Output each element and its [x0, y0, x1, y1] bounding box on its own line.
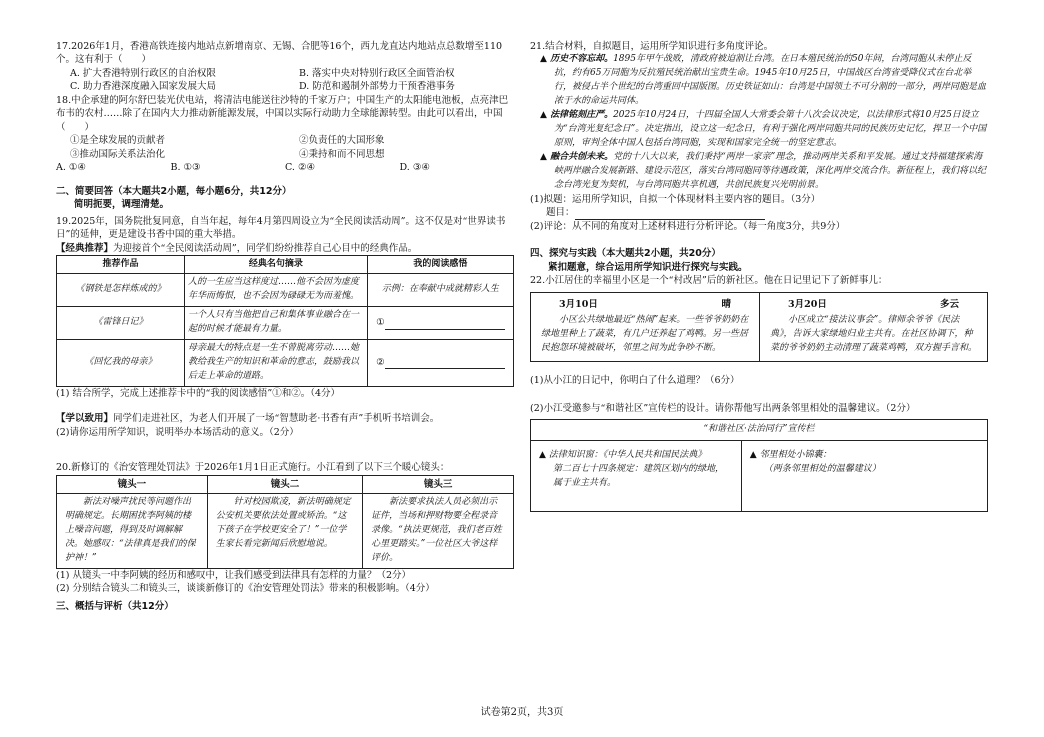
table-header: 经典名句摘录: [184, 256, 367, 274]
table-cell-work: 《雷锋日记》: [57, 306, 185, 339]
board-left-head-text: 法律知识窗：《中华人民共和国民法典》: [548, 449, 707, 460]
table-cell-quote: 一个人只有当他把自己和集体事业融合在一起的时候才能最有力量。: [184, 306, 367, 339]
board-right-text: （两条邻里相处的温馨建议）: [763, 463, 881, 474]
q21-bullet-head: 融合共创未来。: [550, 152, 614, 163]
reading-table: [56, 255, 514, 386]
table-cell-feeling: [367, 339, 513, 386]
answer-marker-2: ②: [376, 356, 385, 368]
q19-intro: [56, 242, 514, 255]
q21-sub2: (2)评论：从不同的角度对上述材料进行分析评论。（每一角度3分，共9分）: [530, 220, 846, 232]
answer-marker-1: ①: [376, 317, 385, 329]
q17-options: [56, 67, 514, 94]
q20-stem: 20.新修订的《治安管理处罚法》于2026年1月1日正式施行。小江看到了以下三个暖心镜头：: [56, 462, 450, 474]
diary-head: [541, 298, 749, 311]
q21-sub1: (1)拟题：运用所学知识，自拟一个体现材料主要内容的题目。（3分）: [530, 193, 821, 205]
q18-items: [56, 134, 514, 161]
table-row: [57, 339, 514, 386]
diary-date: 3月10日: [559, 298, 598, 310]
q18-option-c[interactable]: C. ②④: [285, 162, 316, 174]
diary-date: 3月20日: [788, 298, 827, 310]
lens-header: 镜头一: [57, 475, 208, 493]
q18-item-1: ①是全球发展的贡献者: [70, 135, 166, 147]
section2-hint: 简明扼要，调理清楚。: [74, 199, 170, 211]
q18-options: [56, 161, 514, 174]
q21-stem: 21.结合材料，自拟题目，运用所学知识进行多角度评论。: [530, 41, 774, 52]
section2-title: 二、简要回答（本大题共2小题，每小题6分，共12分）: [56, 185, 292, 197]
lens-cell: 新法要求执法人员必须出示证件，当场和押财物要全程录音录像。“执法更规范，我们老百姓心里更踏实。”一位社区大爷这样评价。: [363, 494, 514, 569]
table-row: [57, 274, 514, 307]
lens-header: 镜头二: [207, 475, 362, 493]
q19-sub2: (2)请你运用所学知识，说明举办本场活动的意义。（2分）: [56, 426, 299, 438]
q18-item-4: ④秉持和而不同思想: [299, 148, 385, 160]
topic-label: 题目：: [546, 207, 575, 219]
answer-blank-2[interactable]: [385, 359, 505, 369]
q19-study: [56, 412, 514, 425]
lens-cell: 针对校园欺凌，新法明确规定公安机关要依法处置或矫治。“这下孩子在学校更安全了！”一位学生家长看完新闻后欣慰地说。: [207, 494, 362, 569]
q17-option-b[interactable]: B. 落实中央对特别行政区全面管治权: [299, 67, 455, 79]
q21-bullet-text: 1895年甲午战败，清政府被迫割让台湾。在日本殖民统治的50年间，台湾同胞从未停止反抗，约有65万同胞为反抗殖民统治献出宝贵生命。1945年10月25日，中国战区台湾省受降仪式在台北举行，被侵占半个世纪的台湾重回中国版图。历史铁证如山：台湾是中国领土不可分割的一部分，两岸同胞是血浓于水的命运共同体。: [554, 54, 987, 107]
lens-header: 镜头三: [363, 475, 514, 493]
diary-head: [770, 298, 977, 311]
table-row: [57, 494, 514, 569]
q18-item-3: ③推动国际关系法治化: [70, 148, 166, 160]
diary-weather: 晴: [721, 298, 731, 310]
q21-bullet-text: 2025年10月24日，十四届全国人大常委会第十八次会议决定，以法律形式将10月25日设立为“台湾光复纪念日”。决定指出，设立这一纪念日，有利于强化两岸同胞共同的民族历史记忆，捍卫一个中国原则，审判全体中国人包括台湾同胞，实现和国家完全统一的坚定意志。: [554, 110, 987, 149]
topic-blank[interactable]: [575, 210, 765, 220]
q19-intro-text: 为迎接首个“全民阅读活动周”，同学们纷纷推荐自己心目中的经典作品。: [113, 242, 418, 254]
q18-item-2: ②负责任的大国形象: [299, 135, 385, 147]
diary-entry: [759, 293, 987, 361]
q21-bullet: ▲ 法律铭刻庄严。2025年10月24日，十四届全国人大常委会第十八次会议决定，以法律形式将10月25日设立为“台湾光复纪念日”。决定指出，设立这一纪念日，有利于强化两岸同胞共同的民族历史记忆，捍卫一个中国原则，审判全体中国人包括台湾同胞，实现和国家完全统一的坚定意志。: [540, 110, 987, 149]
board-left-text: 第二百七十四条规定：建筑区划内的绿地，属于业主共有。: [553, 463, 725, 488]
q19-study-text: 同学们走进社区，为老人们开展了一场“智慧助老·书香有声”手机听书培训会。: [113, 413, 440, 425]
q19-sub1: (1) 结合所学，完成上述推荐卡中的“我的阅读感悟”①和②。（4分）: [56, 387, 340, 399]
q19-intro-label: 【经典推荐】: [56, 242, 114, 254]
board-body: [531, 441, 987, 511]
lens-table: [56, 475, 514, 569]
table-header: 推荐作品: [57, 256, 185, 274]
bulletin-board: [530, 419, 988, 512]
q19-study-label: 【学以致用】: [56, 413, 114, 425]
table-cell-feeling: 示例：在奉献中成就精彩人生: [367, 274, 513, 307]
board-left-head: ▲ 法律知识窗：《中华人民共和国民法典》: [539, 449, 707, 460]
q20-sub2: (2) 分别结合镜头二和镜头三，谈谈新修订的《治安管理处罚法》带来的积极影响。（4分）: [56, 583, 435, 595]
table-cell-work: 《钢铁是怎样炼成的》: [57, 274, 185, 307]
table-cell-feeling: [367, 306, 513, 339]
q20-sub1: (1) 从镜头一中李阿姨的经历和感叹中，让我们感受到法律具有怎样的力量？（2分）: [56, 569, 412, 581]
board-left: [531, 441, 741, 511]
q21-bullet: ▲ 融合共创未来。党的十八大以来，我们秉持“两岸一家亲”理念，推动两岸关系和平发展。通过支持福建探索海峡两岸融合发展新路、建设示范区，落实台湾同胞同等待遇政策，深化两岸交流合作。新征程上，我们将以纪念台湾光复为契机，与台湾同胞共享机遇，共创民族复兴光明前景。: [540, 152, 987, 190]
q18-option-b[interactable]: B. ①③: [170, 162, 201, 174]
board-right[interactable]: [741, 441, 987, 511]
lens-cell: 新法对噪声扰民等问题作出明确规定。长期困扰李阿姨的楼上噪音问题，得到及时调解解决。她感叹：“法律真是我们的保护神！”: [57, 494, 208, 569]
section3-title: 三、概括与评析（共12分）: [56, 600, 174, 612]
q21-topic: [530, 206, 988, 219]
q18-option-a[interactable]: A. ①④: [56, 162, 86, 174]
q21-bullet-text: 党的十八大以来，我们秉持“两岸一家亲”理念，推动两岸关系和平发展。通过支持福建探索海峡两岸融合发展新路、建设示范区，落实台湾同胞同等待遇政策，深化两岸交流合作。新征程上，我们将以纪念台湾光复为契机，与台湾同胞共享机遇，共创民族复兴光明前景。: [554, 152, 987, 190]
q21-bullet-head: 法律铭刻庄严。: [550, 110, 614, 121]
page-footer: 试卷第2页，共3页: [480, 707, 564, 718]
section4-hint: 紧扣题意，综合运用所学知识进行探究与实践。: [548, 261, 748, 273]
board-title: “和谐社区·法治同行”宣传栏: [531, 420, 987, 441]
q21-bullet-head: 历史不容忘却。: [550, 54, 614, 65]
q19-stem: 19.2025年，国务院批复同意，自当年起，每年4月第四周设立为“全民阅读活动周”。这不仅是对“世界读书日”的延伸，更是建设书香中国的重大举措。: [56, 215, 506, 241]
diary-box: [530, 292, 988, 362]
q18-stem: 18.中企承建的阿尔舒巴装光伏电站，将清洁电能送往沙特的千家万户；中国生产的太阳能电池板，点亮津巴布韦的农村……除了在国内大力推动新能源发展，中国以实际行动助力全球能源转型。由此可以看出，中国（ ）: [56, 94, 509, 133]
table-cell-quote: 母亲最大的特点是一生不曾脱离劳动……她教给我生产的知识和革命的意志，鼓励我以后走上革命的道路。: [184, 339, 367, 386]
q22-sub1: (1)从小江的日记中，你明白了什么道理？（6分）: [530, 375, 740, 387]
q21-bullet: ▲ 历史不容忘却。1895年甲午战败，清政府被迫割让台湾。在日本殖民统治的50年间，台湾同胞从未停止反抗，约有65万同胞为反抗殖民统治献出宝贵生命。1945年10月25日，中国战区台湾省受降仪式在台北举行，被侵占半个世纪的台湾重回中国版图。历史铁证如山：台湾是中国领土不可分割的一部分，两岸同胞是血浓于水的命运共同体。: [540, 54, 987, 107]
diary-weather: 多云: [939, 298, 959, 310]
left-column: [56, 40, 514, 613]
q22-stem: 22.小江居住的幸福里小区是一个“村改居”后的新社区。他在日记里记下了新鲜事儿：: [530, 275, 888, 287]
q18-option-d[interactable]: D. ③④: [399, 162, 430, 174]
table-cell-quote: 人的一生应当这样度过……他不会因为虚度年华而悔恨，也不会因为碌碌无为而羞愧。: [184, 274, 367, 307]
q21-material: [530, 53, 988, 192]
answer-blank-1[interactable]: [385, 320, 505, 330]
diary-text: 小区成立“接法议事会”。律师余爷爷《民法典》，告诉大家绿地归业主共有。在社区协调下，种菜的爷爷奶奶主动清理了蔬菜鸡鸭，双方握手言和。: [770, 315, 978, 354]
q17-option-d[interactable]: D. 防范和遏制外部势力干预香港事务: [299, 81, 455, 93]
q17-option-c[interactable]: C. 助力香港深度融入国家发展大局: [70, 81, 216, 93]
board-right-head: ▲ 邻里相处小锦囊：: [749, 449, 832, 460]
section4-title: 四、探究与实践（本大题共2小题，共20分）: [530, 248, 721, 260]
board-right-head-text: 邻里相处小锦囊：: [759, 449, 832, 460]
q22-sub2: (2)小江受邀参与“和谐社区”宣传栏的设计。请你帮他写出两条邻里相处的温馨建议。（2分）: [530, 402, 916, 414]
q17-option-a[interactable]: A. 扩大香港特别行政区的自治权限: [70, 67, 216, 79]
q17-stem: 17.2026年1月，香港高铁连接内地站点新增南京、无锡、合肥等16个，西九龙直达内地站点总数增至110个。这有利于（ ）: [56, 41, 503, 66]
right-column: [530, 40, 988, 512]
table-row: [57, 306, 514, 339]
table-cell-work: 《回忆我的母亲》: [57, 339, 185, 386]
diary-entry: [531, 293, 759, 361]
diary-text: 小区公共绿地最近“热闹”起来。一些爷爷奶奶在绿地里种上了蔬菜，有几户还养起了鸡鸭。另一些居民抱怨环境被破坏，邻里之间为此争吵不断。: [541, 315, 749, 354]
table-header: 我的阅读感悟: [367, 256, 513, 274]
